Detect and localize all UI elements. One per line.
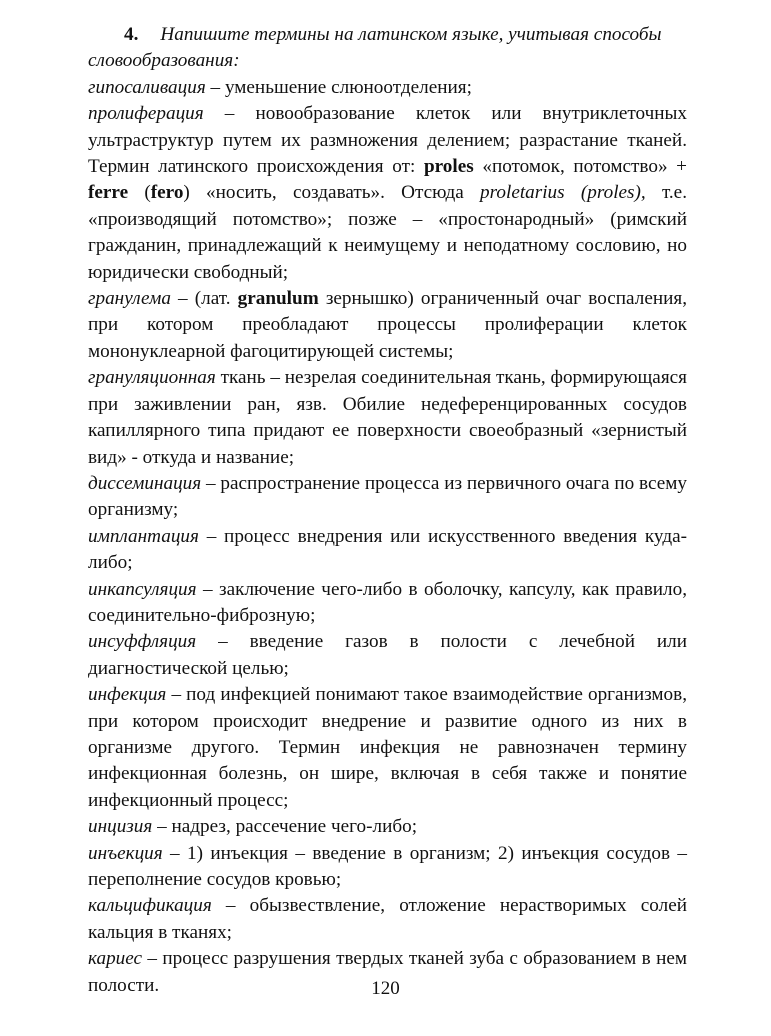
entry-definition: – процесс внедрения или искусственного введения куда-либо;: [88, 525, 687, 574]
entry-definition: – заключение чего-либо в оболочку, капсулу, как правило, соединительно-фиброзную;: [88, 578, 687, 626]
entry-term: пролиферация: [88, 103, 204, 125]
entry-term: инфекция: [88, 684, 167, 706]
entry-definition: ) «носить, создавать». Отсюда: [183, 182, 481, 204]
entry-calcification: [88, 893, 687, 946]
entry-hyposalivation: [88, 75, 687, 101]
entry-implantation: [88, 524, 687, 577]
entry-term: имплантация: [88, 525, 199, 547]
entry-definition: – новообразование клеток или внутриклеточных ультраструктур путем их размножения делением; разрастание тканей. Термин латинского происхождения от:: [88, 103, 687, 178]
entry-definition: «потомок, потомство» +: [473, 156, 687, 178]
latin-word-proletarius: proletarius (proles),: [480, 182, 646, 204]
entry-encapsulation: [88, 577, 687, 630]
entry-definition: – распространение процесса из первичного очага по всему организму;: [88, 472, 687, 521]
task-heading: [88, 22, 687, 75]
entry-definition: – обызвествление, отложение нерастворимых солей кальция в тканях;: [88, 895, 687, 943]
entry-definition: – введение газов в полости с лечебной или диагностической целью;: [88, 631, 687, 679]
entry-definition: – уменьшение слюноотделения;: [205, 76, 472, 98]
entry-definition: т.е. «производящий потомство»; позже – «простонародный» (римский гражданин, принадлежащий к неимущему и неподатному сословию, но юридически свободный;: [88, 182, 687, 283]
entry-definition: зернышко) ограниченный очаг воспаления, при котором преобладают процессы пролиферации клеток мононуклеарной фагоцитирующей системы;: [88, 288, 687, 362]
entry-term: гипосаливация: [88, 76, 206, 98]
entry-definition: (: [128, 182, 151, 204]
entry-term: инкапсуляция: [88, 578, 197, 600]
entry-definition: – надрез, рассечение чего-либо;: [152, 816, 418, 838]
entry-dissemination: [88, 471, 687, 524]
page-number: 120: [371, 978, 400, 999]
entry-term: кальцификация: [88, 895, 212, 917]
entry-term: гранулема: [88, 288, 171, 310]
entry-term: диссеминация: [88, 472, 202, 494]
entry-granuloma: [88, 286, 687, 365]
entry-definition: – процесс разрушения твердых тканей зуба с образованием в нем полости.: [88, 948, 687, 996]
entry-term: инсуффляция: [88, 631, 197, 653]
entry-infection: [88, 682, 687, 814]
entry-granulation: [88, 365, 687, 471]
entry-definition: ткань – незрелая соединительная ткань, формирующаяся при заживлении ран, язв. Обилие недеференцированных сосудов капиллярного типа придают ее поверхности своеобразный «зернистый вид» - откуда и название;: [88, 367, 687, 468]
entry-term: инъекция: [88, 842, 163, 864]
entry-incision: [88, 814, 687, 840]
task-number: 4.: [124, 24, 139, 45]
latin-word-ferre: ferre: [88, 182, 129, 204]
task-text: Напишите термины на латинском языке, учитывая способы словообразования:: [88, 24, 662, 72]
entry-definition: – (лат.: [170, 288, 238, 310]
entry-definition: – под инфекцией понимают такое взаимодействие организмов, при котором происходит внедрение и развитие одного из них в организме другого. Термин инфекция не равнозначен термину инфекционная болезнь, он шире, включая в себя также и понятие инфекционный процесс;: [88, 684, 687, 811]
entry-definition: – 1) инъекция – введение в организм; 2) инъекция сосудов – переполнение сосудов кровью;: [88, 842, 687, 890]
latin-word-fero: fero: [150, 182, 184, 204]
entry-term: кариес: [88, 948, 143, 970]
latin-word-proles: proles: [423, 156, 474, 178]
entry-injection: [88, 841, 687, 894]
entry-proliferation: [88, 101, 687, 286]
entry-insufflation: [88, 629, 687, 682]
entry-term: грануляционная: [88, 367, 216, 389]
entry-term: инцизия: [88, 816, 153, 838]
latin-word-granulum: granulum: [237, 288, 319, 310]
